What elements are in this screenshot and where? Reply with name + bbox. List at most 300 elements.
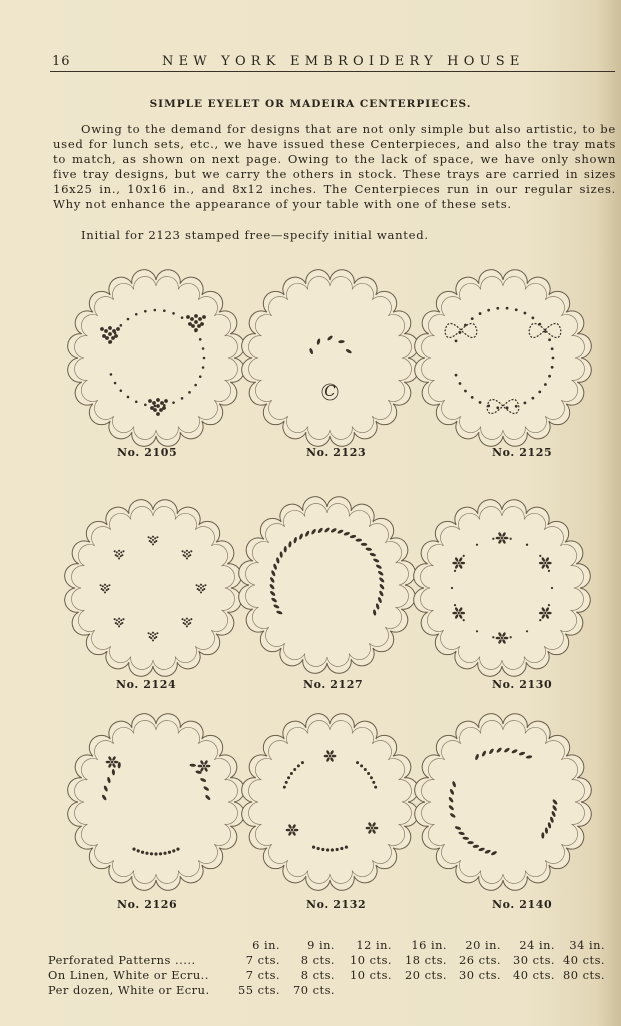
eyelet-dot [154,541,156,543]
eyelet-dot [198,589,200,591]
eyelet-dot [108,332,112,336]
centerpiece-label: No. 2127 [303,678,364,691]
eyelet-dot [150,537,152,539]
eyelet-dot [111,336,115,340]
eyelet-dot [526,630,528,632]
price-cell [392,982,447,997]
centerpiece-2124-illustration [73,508,233,668]
price-row [48,982,605,997]
eyelet-dot [150,633,152,635]
eyelet-dot [186,625,188,627]
eyelet-dot [336,848,339,851]
eyelet-dot [455,339,458,342]
centerpiece-2132-illustration [250,722,410,882]
eyelet-dot [548,570,550,572]
eyelet-dot [551,347,554,350]
eyelet-dot [374,786,377,789]
page-header [50,54,610,72]
eyelet-dot [199,375,202,378]
eyelet-dot [116,327,120,331]
eyelet-dot [116,551,118,553]
eyelet-dot [317,847,320,850]
price-cell: 30 cts. [459,967,502,982]
price-cell: 26 cts. [459,952,502,967]
price-cell: 10 cts. [350,952,393,967]
price-cell: 30 cts. [513,952,556,967]
eyelet-dot [102,589,104,591]
eyelet-dot [524,402,527,405]
eyelet-dot [111,761,113,763]
eyelet-dot [154,852,157,855]
eyelet-dot [186,557,188,559]
eyelet-dot [321,848,324,851]
petal [547,562,552,565]
price-cell: 18 cts. [405,952,448,967]
eyelet-dot [202,589,204,591]
eyelet-dot [164,399,168,403]
price-cell: 8 cts. [300,952,336,967]
eyelet-dot [188,619,190,621]
eyelet-dot [194,328,198,332]
eyelet-dot [122,618,124,620]
eyelet-dot [194,314,198,318]
eyelet-dot [112,329,116,333]
eyelet-dot [479,401,482,404]
eyelet-dot [154,637,156,639]
price-cell: 70 cts. [293,982,336,997]
eyelet-dot [471,396,474,399]
eyelet-dot [454,604,456,606]
petal [539,562,544,565]
eyelet-dot [156,398,160,402]
eyelet-dot [120,389,123,392]
eyelet-dot [184,551,186,553]
eyelet-dot [156,632,158,634]
eyelet-dot [172,401,175,404]
scalloped-edge [65,500,242,677]
eyelet-dot [360,764,363,767]
eyelet-dot [154,633,156,635]
eyelet-dot [135,400,138,403]
scalloped-edge [415,270,592,447]
price-cell: 7 cts. [245,967,281,982]
size-header-row [48,937,605,952]
scalloped-edge [242,270,419,447]
eyelet-dot [144,310,147,313]
price-cell: 20 cts. [405,967,448,982]
eyelet-dot [152,401,156,405]
eyelet-dot [118,625,120,627]
eyelet-dot [526,544,528,546]
scalloped-edge [68,270,245,447]
eyelet-dot [137,849,140,852]
eyelet-dot [539,555,541,557]
eyelet-dot [370,776,373,779]
eyelet-dot [293,768,296,771]
eyelet-dot [118,550,120,552]
eyelet-dot [188,551,190,553]
centerpiece-2123-illustration [250,278,410,438]
petal [114,761,119,764]
eyelet-dot [168,851,171,854]
centerpiece-2140-illustration [423,722,583,882]
eyelet-dot [331,848,334,851]
eyelet-dot [190,317,194,321]
eyelet-dot [120,324,123,327]
price-table [48,937,605,997]
eyelet-dot [105,336,109,340]
petal [496,537,501,540]
eyelet-dot [144,403,147,406]
eyelet-dot [326,848,329,851]
eyelet-dot [159,408,163,412]
petal [539,612,544,615]
eyelet-dot [188,391,191,394]
centerpiece-label: No. 2123 [306,446,367,459]
eyelet-dot [356,761,359,764]
petal [496,637,501,640]
eyelet-dot [524,312,527,315]
monogram-initial: C [324,382,336,400]
eyelet-dot [108,584,110,586]
centerpiece-label: No. 2124 [116,678,177,691]
eyelet-dot [372,781,375,784]
eyelet-dot [199,338,202,341]
eyelet-dot [202,315,206,319]
eyelet-dot [154,405,157,408]
eyelet-dot [283,786,286,789]
eyelet-dot [122,550,124,552]
eyelet-dot [196,584,198,586]
eyelet-dot [181,550,183,552]
eyelet-dot [202,585,204,587]
running-head: NEW YORK EMBROIDERY HOUSE [162,54,525,69]
eyelet-dot [153,408,157,412]
eyelet-dot [459,382,462,385]
centerpiece-2127-illustration [247,505,407,665]
eyelet-dot [116,623,118,625]
eyelet-dot [186,315,190,319]
eyelet-dot [152,539,154,541]
eyelet-dot [551,366,554,369]
eyelet-dot [538,390,541,393]
eyelet-dot [515,308,518,311]
price-row [48,952,605,967]
eyelet-dot [290,772,293,775]
eyelet-dot [531,397,534,400]
centerpiece-2130-illustration [422,508,582,668]
eyelet-dot [200,587,202,589]
petal [460,562,465,565]
eyelet-dot [345,846,348,849]
eyelet-dot [454,570,456,572]
eyelet-dot [510,538,512,540]
eyelet-dot [544,383,547,386]
eyelet-dot [340,847,343,850]
eyelet-dot [492,636,494,638]
eyelet-dot [152,639,154,641]
eyelet-dot [148,399,152,403]
header-rule [50,71,615,72]
centerpiece-label: No. 2130 [492,678,553,691]
scalloped-edge [68,714,245,891]
eyelet-dot [200,584,202,586]
row-label: Perforated Patterns ..... [48,952,196,967]
eyelet-dot [487,309,490,312]
eyelet-dot [463,555,465,557]
eyelet-dot [203,357,206,360]
eyelet-dot [156,536,158,538]
eyelet-dot [371,827,373,829]
eyelet-dot [156,412,160,416]
price-cell [335,982,392,997]
petal [460,612,465,615]
scalloped-edge [242,714,419,891]
size-cell: 20 in. [465,937,502,952]
eyelet-dot [190,618,192,620]
eyelet-dot [108,326,112,330]
section-title: SIMPLE EYELET OR MADEIRA CENTERPIECES. [149,98,472,110]
petal [106,761,111,764]
petal [452,562,457,565]
eyelet-dot [116,555,118,557]
size-cell: 34 in. [569,937,606,952]
eyelet-dot [204,584,206,586]
eyelet-dot [184,619,186,621]
eyelet-dot [186,553,188,555]
eyelet-dot [163,852,166,855]
eyelet-dot [476,544,478,546]
eyelet-dot [476,630,478,632]
page-number: 16 [52,54,71,69]
eyelet-dot [150,637,152,639]
eyelet-dot [548,338,551,341]
eyelet-dot [108,340,112,344]
eyelet-dot [455,374,458,377]
centerpiece-label: No. 2132 [306,898,367,911]
eyelet-dot [172,849,175,852]
eyelet-dot [150,852,153,855]
eyelet-dot [539,619,541,621]
petal [206,765,211,768]
eyelet-dot [457,562,459,564]
price-cell: 8 cts. [300,967,336,982]
size-cell: 24 in. [519,937,556,952]
petal [504,537,509,540]
eyelet-dot [186,550,188,552]
eyelet-dot [181,397,184,400]
eyelet-dot [110,373,113,376]
eyelet-dot [479,312,482,315]
centerpiece-label: No. 2125 [492,446,553,459]
centerpiece-label: No. 2105 [117,446,178,459]
eyelet-dot [176,848,179,851]
eyelet-dot [194,384,197,387]
eyelet-dot [312,846,315,849]
eyelet-dot [544,562,546,564]
eyelet-dot [551,587,553,589]
eyelet-dot [156,404,160,408]
eyelet-dot [285,781,288,784]
eyelet-dot [145,852,148,855]
row-label: On Linen, White or Ecru.. [48,967,209,982]
eyelet-dot [184,623,186,625]
eyelet-dot [106,585,108,587]
eyelet-dot [181,316,184,319]
eyelet-dot [120,623,122,625]
eyelet-dot [510,636,512,638]
eyelet-dot [159,852,162,855]
eyelet-dot [127,318,130,321]
price-cell: 10 cts. [350,967,393,982]
eyelet-dot [202,366,205,369]
scalloped-edge [415,714,592,891]
eyelet-dot [492,538,494,540]
eyelet-dot [531,316,534,319]
scalloped-edge [239,497,416,674]
eyelet-dot [172,312,175,315]
eyelet-dot [148,536,150,538]
price-cell [555,982,605,997]
eyelet-dot [463,619,465,621]
eyelet-dot [203,765,205,767]
price-cell [501,982,555,997]
eyelet-dot [297,764,300,767]
centerpiece-2105-illustration [76,278,236,438]
eyelet-dot [120,619,122,621]
eyelet-dot [114,550,116,552]
eyelet-dot [194,320,198,324]
petal [286,829,291,832]
eyelet-dot [457,612,459,614]
eyelet-dot [496,406,499,409]
petal [294,829,299,832]
price-cell [447,982,501,997]
eyelet-dot [496,307,499,310]
eyelet-dot [506,307,509,310]
eyelet-dot [154,537,156,539]
eyelet-dot [200,591,202,593]
eyelet-dot [118,618,120,620]
eyelet-dot [163,309,166,312]
eyelet-dot [501,637,503,639]
eyelet-dot [190,550,192,552]
petal [366,827,371,830]
eyelet-dot [471,317,474,320]
eyelet-dot [186,618,188,620]
eyelet-dot [118,557,120,559]
eyelet-dot [198,585,200,587]
size-cell: 9 in. [307,937,336,952]
eyelet-dot [114,382,117,385]
eyelet-dot [202,347,205,350]
centerpiece-label: No. 2140 [492,898,553,911]
eyelet-dot [102,585,104,587]
scalloped-edge [414,500,591,677]
eyelet-dot [160,401,164,405]
petal [547,612,552,615]
initial-note: Initial for 2123 stamped free—specify initial wanted. [81,228,429,242]
price-cell: 40 cts. [563,952,606,967]
eyelet-dot [141,851,144,854]
size-cell: 6 in. [252,937,281,952]
eyelet-dot [154,309,157,312]
eyelet-dot [515,405,518,408]
price-cell: 40 cts. [513,967,556,982]
price-row [48,967,605,982]
eyelet-dot [181,618,183,620]
size-cell: 12 in. [356,937,393,952]
intro-paragraph [53,122,616,212]
eyelet-dot [291,829,293,831]
eyelet-dot [464,390,467,393]
price-cell: 55 cts. [238,982,281,997]
eyelet-dot [287,776,290,779]
eyelet-dot [364,768,367,771]
eyelet-dot [544,612,546,614]
eyelet-dot [188,623,190,625]
eyelet-dot [301,761,304,764]
eyelet-dot [135,313,138,316]
eyelet-dot [150,541,152,543]
eyelet-dot [106,589,108,591]
eyelet-dot [127,396,130,399]
eyelet-dot [152,635,154,637]
eyelet-dot [118,621,120,623]
eyelet-dot [104,329,108,333]
petal [374,827,379,830]
eyelet-dot [132,848,135,851]
eyelet-dot [451,587,453,589]
eyelet-dot [548,375,551,378]
centerpiece-2125-illustration [423,278,583,438]
price-cell: 7 cts. [245,952,281,967]
eyelet-dot [186,621,188,623]
petal [198,765,203,768]
leaf-eyelet [541,832,544,838]
petal [504,637,509,640]
eyelet-dot [152,536,154,538]
centerpiece-2126-illustration [76,722,236,882]
eyelet-dot [118,553,120,555]
eyelet-dot [184,555,186,557]
eyelet-dot [552,357,555,360]
intro-text: Owing to the demand for designs that are not only simple but also artistic, to be used for lunch sets, etc., we have issued these Centerpieces, and also the tray mats to match, as shown on next page. Owing to the lack of space, we have only shown five tray designs, but we carry the others in stock. These trays are carried in sizes 16x25 in., 10x16 in., and 8x12 inches. The Centerpieces run in our regular sizes. Why not enhance the appearance of your table with one of these sets. [53,122,616,211]
eyelet-dot [501,537,503,539]
eyelet-dot [188,555,190,557]
eyelet-dot [367,772,370,775]
eyelet-dot [329,755,331,757]
eyelet-dot [104,587,106,589]
eyelet-dot [114,618,116,620]
eyelet-dot [148,632,150,634]
eyelet-dot [120,551,122,553]
eyelet-dot [506,406,509,409]
eyelet-dot [116,619,118,621]
centerpiece-label: No. 2126 [117,898,178,911]
eyelet-dot [100,327,104,331]
petal [324,755,329,758]
row-label: Per dozen, White or Ecru. [48,982,210,997]
size-cell: 16 in. [411,937,448,952]
petal [332,755,337,758]
eyelet-dot [104,584,106,586]
eyelet-dot [152,543,154,545]
eyelet-dot [120,555,122,557]
eyelet-dot [198,317,202,321]
price-cell: 80 cts. [563,967,606,982]
eyelet-dot [548,604,550,606]
